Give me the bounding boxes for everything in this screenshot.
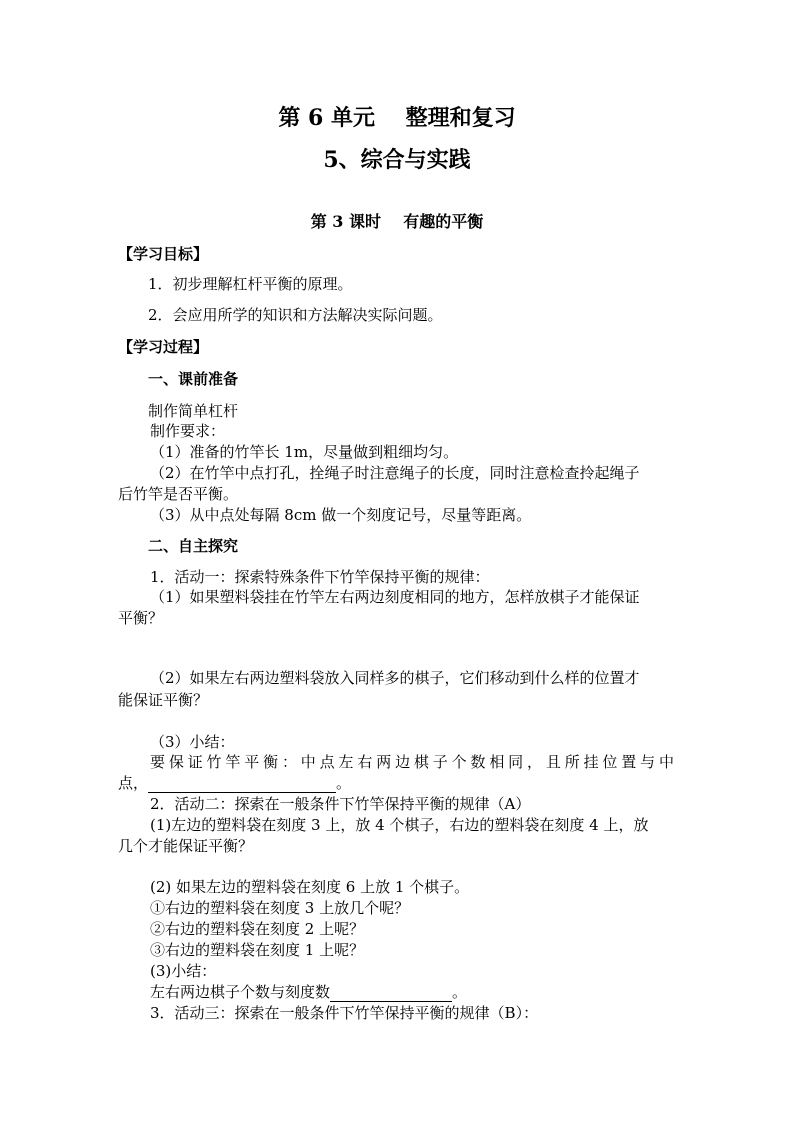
explore-heading: 二、自主探究 (148, 537, 239, 555)
activity2-summary (150, 982, 467, 1002)
activity2-q1-line1: (1)左边的塑料袋在刻度 3 上，放 4 个棋子，右边的塑料袋在刻度 4 上，放 (150, 816, 649, 834)
unit-title: 第 6 单元 整理和复习 (278, 105, 516, 131)
process-heading: 【学习过程】 (118, 338, 209, 356)
prep-heading: 一、课前准备 (148, 370, 239, 388)
activity3-title: 3．活动三：探索在一般条件下竹竿保持平衡的规律（B）： (150, 1004, 539, 1022)
prep-requirement-3: （3）从中点处每隔 8cm 做一个刻度记号，尽量等距离。 (150, 506, 532, 524)
prep-task: 制作简单杠杆 (148, 402, 239, 420)
activity1-q3: （3）小结： (150, 733, 235, 751)
activity1-q2-line1: （2）如果左右两边塑料袋放入同样多的棋子，它们移动到什么样的位置才 (150, 669, 640, 687)
activity1-q1-line2: 平衡？ (118, 609, 164, 627)
activity2-answer-blank[interactable] (330, 985, 452, 1002)
activity1-summary-suffix: 。 (336, 774, 352, 792)
activity1-title: 1．活动一：探索特殊条件下竹竿保持平衡的规律： (150, 568, 490, 586)
prep-requirement-2-line2: 后竹竿是否平衡。 (118, 485, 239, 503)
activity2-q1-line2: 几个才能保证平衡？ (118, 837, 254, 855)
activity1-summary-prefix: 点， (118, 774, 149, 792)
section-title: 5、综合与实践 (323, 147, 471, 173)
prep-requirements-heading: 制作要求： (150, 422, 226, 440)
activity2-summary-prefix: 左右两边棋子个数与刻度数 (150, 983, 331, 1001)
activity1-answer-blank[interactable] (148, 776, 336, 793)
activity2-q3: (3)小结： (150, 962, 217, 980)
activity2-title: 2．活动二：探索在一般条件下竹竿保持平衡的规律（A） (150, 795, 531, 813)
activity1-summary-line2 (118, 773, 351, 793)
activity2-q2: (2) 如果左边的塑料袋在刻度 6 上放 1 个棋子。 (150, 878, 470, 896)
activity2-q2-c: ③右边的塑料袋在刻度 1 上呢？ (150, 941, 365, 959)
activity2-q2-a: ①右边的塑料袋在刻度 3 上放几个呢？ (150, 899, 410, 917)
prep-requirement-2-line1: （2）在竹竿中点打孔，拴绳子时注意绳子的长度，同时注意检查拎起绳子 (150, 464, 640, 482)
activity2-summary-suffix: 。 (452, 983, 468, 1001)
objectives-heading: 【学习目标】 (118, 245, 209, 263)
activity1-summary-line1: 要保证竹竿平衡：中点左右两边棋子个数相同，且所挂位置与中 (150, 753, 674, 771)
activity1-q1-line1: （1）如果塑料袋挂在竹竿左右两边刻度相同的地方，怎样放棋子才能保证 (150, 588, 640, 606)
activity2-q2-b: ②右边的塑料袋在刻度 2 上呢？ (150, 920, 365, 938)
objective-item-1: 1．初步理解杠杆平衡的原理。 (148, 275, 353, 293)
objective-item-2: 2．会应用所学的知识和方法解决实际问题。 (148, 306, 443, 324)
prep-requirement-1: （1）准备的竹竿长 1m，尽量做到粗细均匀。 (150, 443, 459, 461)
activity1-q2-line2: 能保证平衡？ (118, 691, 209, 709)
lesson-title: 第 3 课时 有趣的平衡 (310, 212, 484, 231)
